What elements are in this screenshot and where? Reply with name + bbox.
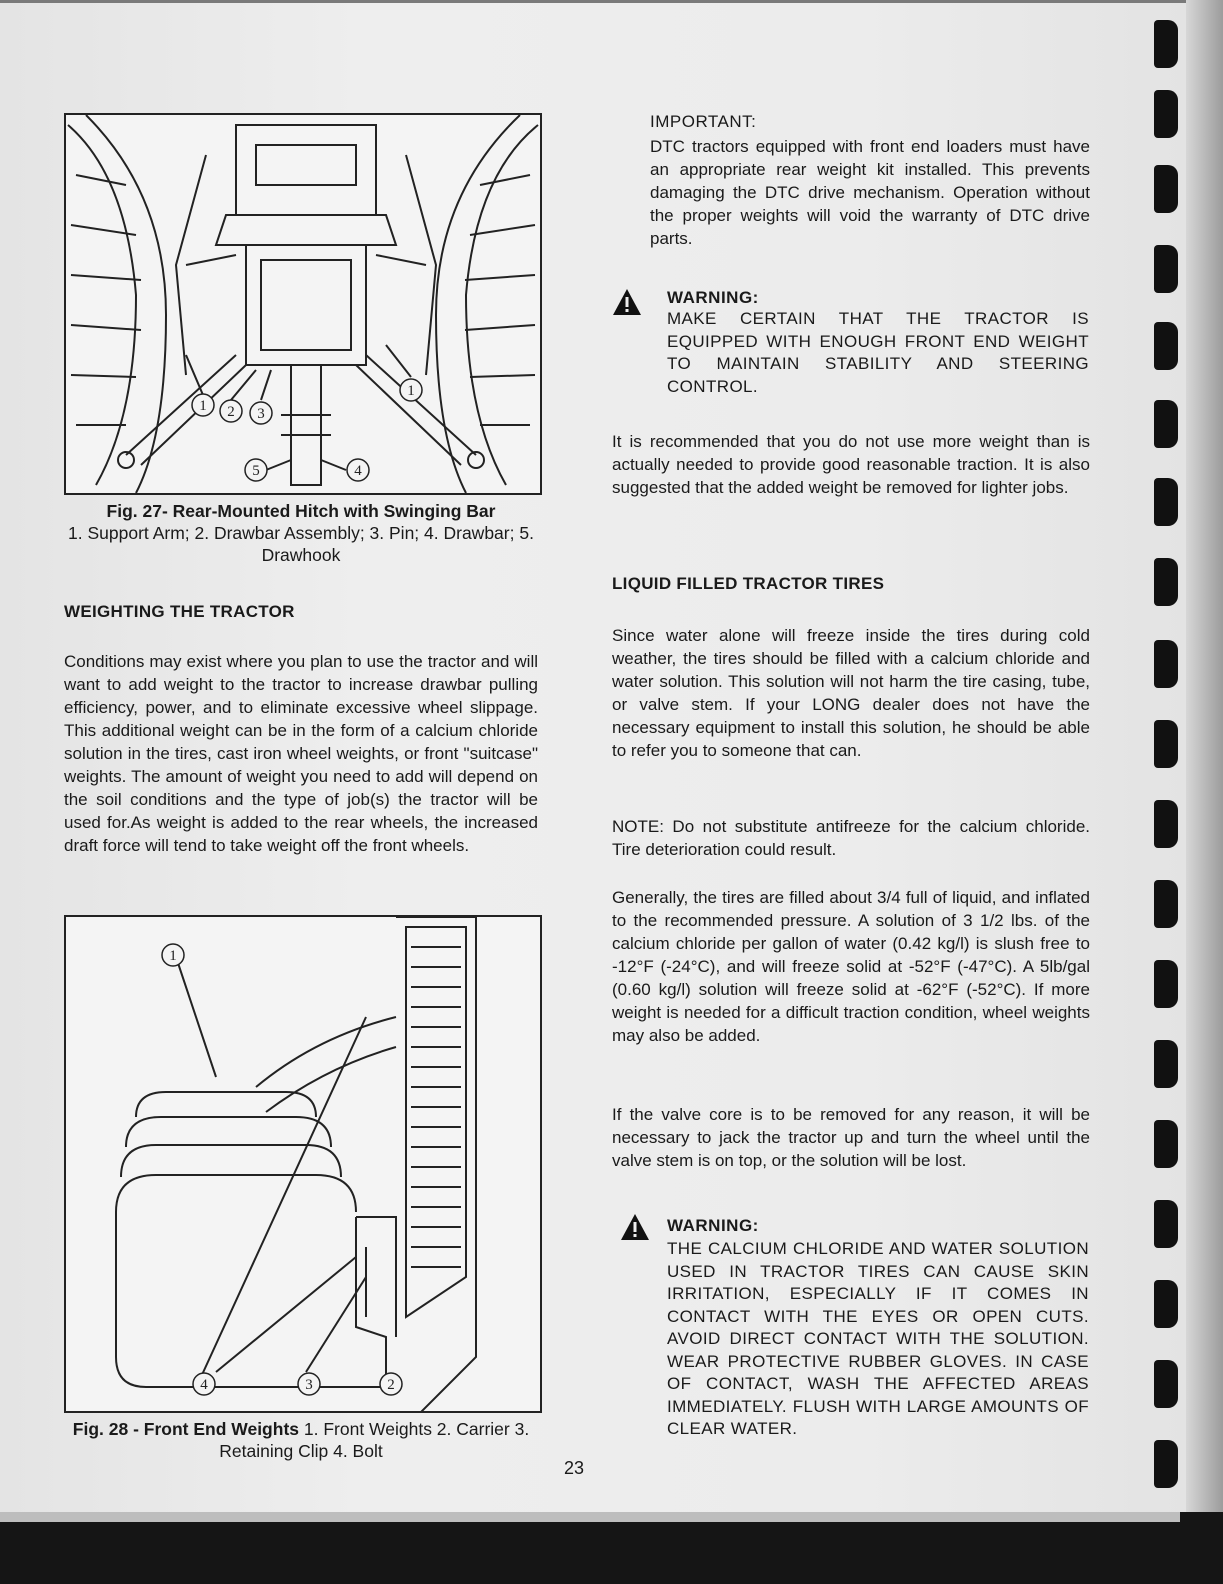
weighting-heading: WEIGHTING THE TRACTOR	[64, 602, 295, 621]
hitch-drawing	[66, 115, 540, 493]
binding-ring	[1154, 960, 1178, 1008]
binding-ring	[1154, 1040, 1178, 1088]
binding-ring	[1154, 478, 1178, 526]
fig27-callout-1b: 1	[407, 383, 415, 399]
page-top-edge	[0, 0, 1223, 3]
important-title: IMPORTANT:	[650, 112, 757, 131]
page-bottom-lip	[0, 1512, 1180, 1522]
fig28-callout-2: 2	[387, 1377, 395, 1393]
page-number: 23	[564, 1458, 585, 1478]
binding-ring	[1154, 400, 1178, 448]
binding-ring	[1154, 880, 1178, 928]
liquid-paragraph-2: Generally, the tires are filled about 3/4 full of liquid, and inflated to the recommended pressure. A solution of 3 1/2 lbs. of the calcium chloride per gallon of water (0.42 kg/l) is slush free to -12°F (-24°C), and will freeze solid at -52°F (-47°C). A 5lb/gal (0.60 kg/l) solution will freeze solid at -62°F (-52°C). If more weight is needed for a difficult traction condition, wheel weights may also be added.	[612, 888, 1090, 1045]
binding-ring	[1154, 640, 1178, 688]
fig27-callout-3: 3	[257, 406, 265, 422]
figure-28-front-weights-illustration	[64, 915, 542, 1413]
warning-2-title: WARNING:	[667, 1216, 759, 1235]
binding-ring	[1154, 1440, 1178, 1488]
warning-2-body: THE CALCIUM CHLORIDE AND WATER SOLUTION USED IN TRACTOR TIRES CAN CAUSE SKIN IRRITATION, ESPECIALLY IF IT COMES IN CONTACT WITH THE EYES OR OPEN CUTS. AVOID DIRECT CONTACT WITH THE SOLUTION. WEAR PROTECTIVE RUBBER GLOVES. IN CASE OF CONTACT, WASH THE AFFECTED AREAS IMMEDIATELY. FLUSH WITH LARGE AMOUNTS OF CLEAR WATER.	[667, 1239, 1089, 1438]
binding-ring	[1154, 800, 1178, 848]
figure-27-caption	[66, 500, 536, 566]
important-paragraph: DTC tractors equipped with front end loaders must have an appropriate rear weight kit installed. This prevents damaging the DTC drive mechanism. Operation without the proper weights will void the warranty of DTC drive parts.	[650, 137, 1090, 248]
binding-ring	[1154, 1120, 1178, 1168]
binding-ring	[1154, 245, 1178, 293]
binding-ring	[1154, 165, 1178, 213]
warning-icon	[620, 1213, 650, 1241]
figure-28-caption-parts: 1. Front Weights 2. Carrier 3. Retaining Clip 4. Bolt	[219, 1419, 530, 1461]
binding-ring	[1154, 90, 1178, 138]
fig27-callout-1a: 1	[199, 398, 207, 414]
front-weights-drawing	[66, 917, 540, 1411]
binding-ring	[1154, 720, 1178, 768]
fig27-callout-4: 4	[354, 463, 362, 479]
figure-27-caption-title: Fig. 27- Rear-Mounted Hitch with Swinging Bar	[106, 501, 496, 521]
fig28-callout-3: 3	[305, 1377, 313, 1393]
liquid-paragraph-3: If the valve core is to be removed for any reason, it will be necessary to jack the tractor up and turn the wheel until the valve stem is on top, or the solution will be lost.	[612, 1105, 1090, 1170]
scan-bottom-edge	[0, 1512, 1223, 1584]
binding-shadow	[1186, 0, 1223, 1584]
figure-28-caption-title: Fig. 28 - Front End Weights	[72, 1419, 299, 1439]
weighting-paragraph: Conditions may exist where you plan to use the tractor and will want to add weight to the tractor to increase drawbar pulling efficiency, power, and to eliminate excessive wheel slippage. This additional weight can be in the form of a calcium chloride solution in the tires, cast iron wheel weights, or front "suitcase" weights. The amount of weight you need to add will depend on the soil conditions and the type of job(s) the tractor will be used for.As weight is added to the rear wheels, the increased draft force will tend to take weight off the front wheels.	[64, 652, 538, 855]
figure-28-caption	[66, 1418, 536, 1462]
liquid-note: NOTE: Do not substitute antifreeze for the calcium chloride. Tire deterioration could result.	[612, 817, 1090, 859]
liquid-tires-heading: LIQUID FILLED TRACTOR TIRES	[612, 574, 885, 593]
binding-ring	[1154, 322, 1178, 370]
binding-ring	[1154, 1200, 1178, 1248]
binding-ring	[1154, 1280, 1178, 1328]
fig28-callout-4: 4	[200, 1377, 208, 1393]
warning-1-body: MAKE CERTAIN THAT THE TRACTOR IS EQUIPPED WITH ENOUGH FRONT END WEIGHT TO MAINTAIN STABILITY AND STEERING CONTROL.	[667, 309, 1089, 396]
fig27-callout-5: 5	[252, 463, 260, 479]
binding-ring	[1154, 20, 1178, 68]
spiral-binding	[1146, 0, 1223, 1584]
fig28-callout-1: 1	[169, 948, 177, 964]
binding-ring	[1154, 558, 1178, 606]
recommend-paragraph: It is recommended that you do not use more weight than is actually needed to provide good reasonable traction. It is also suggested that the added weight be removed for lighter jobs.	[612, 432, 1090, 497]
liquid-paragraph-1: Since water alone will freeze inside the tires during cold weather, the tires should be filled with a calcium chloride and water solution. This solution will not harm the tire casing, tube, or valve stem. If your LONG dealer does not have the necessary equipment to install this solution, he should be able to refer you to someone that can.	[612, 626, 1090, 760]
warning-icon	[612, 288, 642, 316]
figure-27-caption-parts: 1. Support Arm; 2. Drawbar Assembly; 3. Pin; 4. Drawbar; 5. Drawhook	[68, 523, 534, 565]
binding-ring	[1154, 1360, 1178, 1408]
warning-1-title: WARNING:	[667, 288, 759, 307]
figure-27-hitch-illustration	[64, 113, 542, 495]
fig27-callout-2: 2	[227, 404, 235, 420]
